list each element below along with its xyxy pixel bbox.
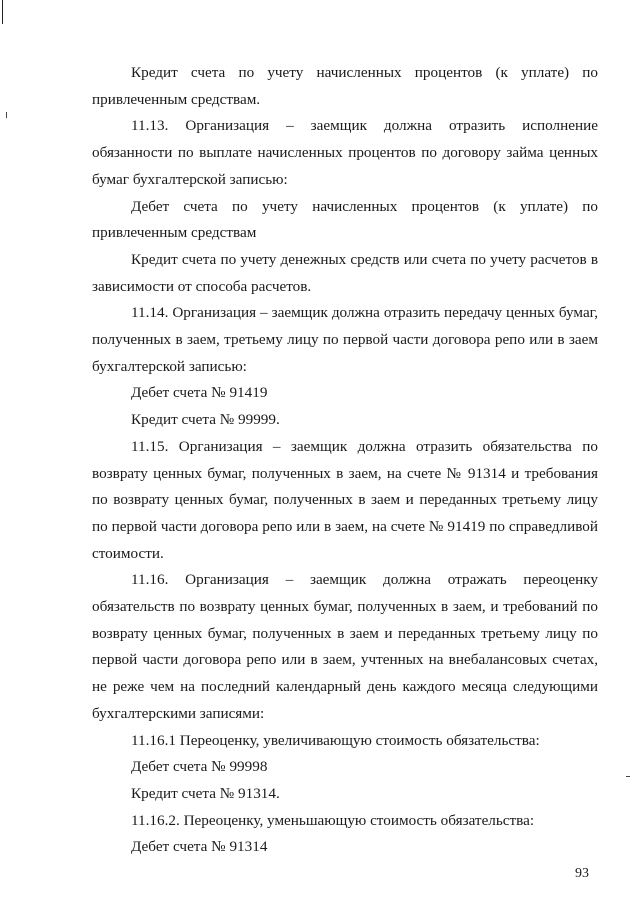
scan-edge-mark (2, 0, 3, 24)
paragraph: 11.13. Организация – заемщик должна отразить исполнение обязанности по выплате начисленных процентов по договору займа ценных бумаг бухгалтерской записью: (92, 117, 598, 188)
scan-edge-mark (626, 776, 630, 777)
paragraph: Дебет счета по учету начисленных процентов (к уплате) по привлеченным средствам (92, 197, 598, 242)
paragraph: Дебет счета № 91419 (131, 384, 268, 402)
paragraph: Кредит счета № 99999. (131, 411, 280, 429)
paragraph: Дебет счета № 91314 (131, 838, 268, 856)
paragraph: Кредит счета № 91314. (131, 784, 280, 802)
paragraph: 11.16. Организация – заемщик должна отражать переоценку обязательств по возврату ценных бумаг, полученных в заем, и требований по возврату ценных бумаг, полученных в заем и переданных третьему лицу по первой части договора репо или в заем, учтенных на внебалансовых счетах, не реже чем на последний календарный день каждого месяца следующими бухгалтерскими записями: (92, 571, 598, 722)
scan-edge-mark (6, 112, 7, 118)
paragraph: Дебет счета № 99998 (131, 758, 268, 776)
paragraph: 11.14. Организация – заемщик должна отразить передачу ценных бумаг, полученных в заем, третьему лицу по первой части договора репо или в заем бухгалтерской записью: (92, 304, 598, 375)
paragraph: 11.16.1 Переоценку, увеличивающую стоимость обязательства: (131, 731, 540, 749)
paragraph: Кредит счета по учету денежных средств или счета по учету расчетов в зависимости от способа расчетов. (92, 250, 598, 295)
document-body (92, 60, 598, 861)
paragraph: 11.16.2. Переоценку, уменьшающую стоимость обязательства: (131, 811, 535, 829)
paragraph: Кредит счета по учету начисленных процентов (к уплате) по привлеченным средствам. (92, 64, 598, 108)
page-number: 93 (575, 866, 589, 881)
paragraph: 11.15. Организация – заемщик должна отразить обязательства по возврату ценных бумаг, полученных в заем, на счете № 91314 и требования по возврату ценных бумаг, полученных в заем и переданных третьему лицу по первой части договора репо или в заем, на счете № 91419 по справедливой стоимости. (92, 437, 598, 562)
